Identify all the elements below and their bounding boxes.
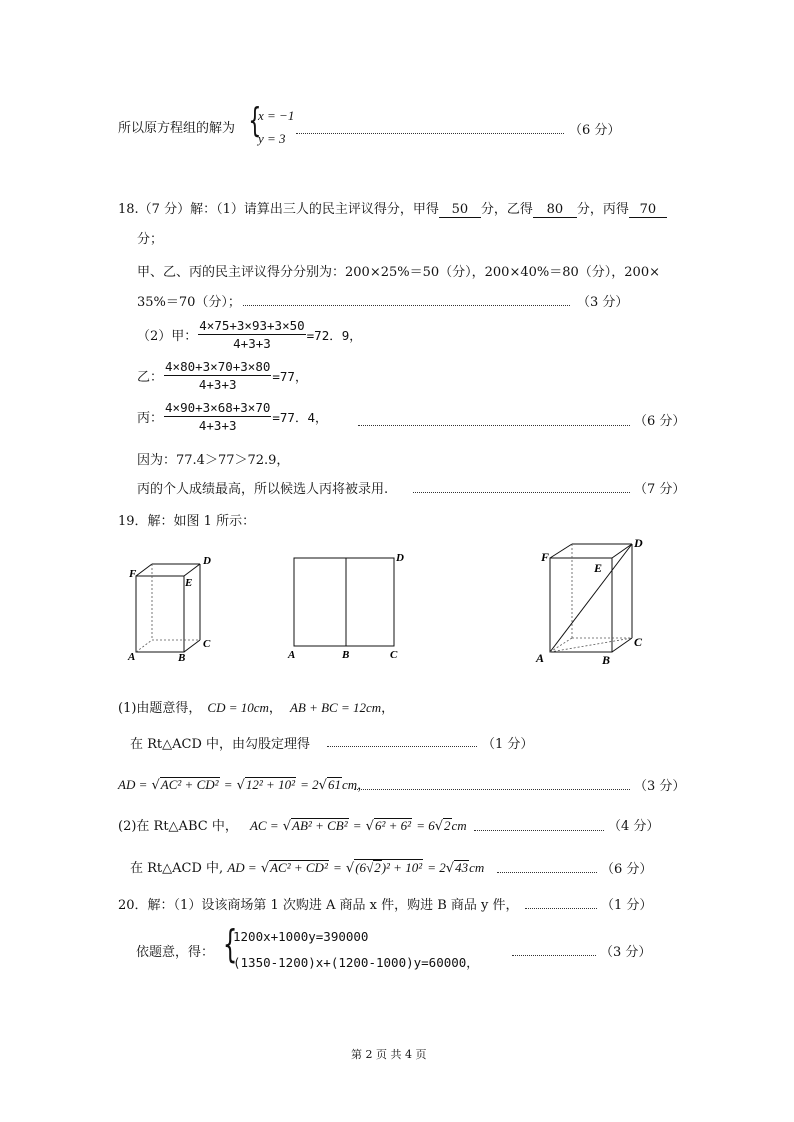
- dot-leader: [358, 425, 630, 426]
- edge: [136, 564, 152, 576]
- unfolded-figure: [284, 550, 410, 662]
- q19-text: (2)在 Rt△ABC 中，: [118, 819, 238, 834]
- label-C: C: [390, 649, 398, 661]
- jia-calc: [137, 318, 362, 351]
- yi-calc: [137, 359, 307, 392]
- math: AC² + CD²: [160, 777, 219, 792]
- dot-leader: [512, 955, 596, 956]
- edge: [612, 544, 632, 558]
- cuboid-figure-2: [532, 534, 646, 668]
- diagonal-AC: [550, 638, 632, 652]
- dot-leader: [296, 133, 564, 134]
- q20-label: 依题意，得：: [136, 945, 215, 960]
- dot-leader: [327, 746, 477, 747]
- score: （7 分）: [634, 482, 686, 497]
- q20-eq2-tail: ，: [466, 955, 479, 970]
- score: （1 分）: [482, 737, 534, 752]
- q19-p1-line2: 在 Rt△ACD 中，由勾股定理得: [130, 737, 311, 752]
- math: (6√2)² + 10²: [355, 860, 423, 875]
- q18-intro-text: 18.（7 分）解：（1）请算出三人的民主评议得分，甲得: [118, 202, 439, 217]
- math: = 2: [427, 860, 446, 875]
- label-D: D: [203, 555, 211, 567]
- yi-numerator: 4×80+3×70+3×80: [165, 359, 271, 374]
- label-F: F: [541, 550, 550, 564]
- math: =: [223, 777, 233, 792]
- q19-text: 在 Rt△ACD 中,: [130, 861, 224, 876]
- math: =: [352, 818, 362, 833]
- label-A: A: [536, 651, 545, 665]
- dot-leader: [243, 305, 570, 306]
- math: 2: [374, 860, 381, 875]
- math: cm: [341, 777, 358, 792]
- bing-calc: [137, 400, 327, 433]
- q19-text: ，: [268, 701, 282, 716]
- jia-denominator: 4+3+3: [233, 336, 271, 351]
- q18-line2: 分；: [137, 232, 164, 247]
- q19-text: (1)由题意得，: [118, 701, 202, 716]
- yi-result: =77，: [272, 368, 308, 384]
- label-B: B: [178, 652, 186, 664]
- math: cm: [451, 818, 467, 833]
- q20-line1: 20．解：（1）设该商场第 1 次购进 A 商品 x 件，购进 B 商品 y 件，: [118, 898, 519, 913]
- edge: [184, 564, 200, 576]
- label-E: E: [594, 561, 603, 575]
- score: （3 分）: [634, 779, 686, 794]
- score: （3 分）: [577, 295, 629, 310]
- score: （6 分）: [601, 862, 653, 877]
- score: （3 分）: [600, 945, 652, 960]
- math: 2: [444, 818, 451, 833]
- unfolded-rectangle: [294, 558, 394, 646]
- yi-score: 80: [533, 202, 577, 218]
- part2-label: （2）甲：: [137, 329, 198, 344]
- bing-result: =77．4，: [272, 409, 328, 425]
- jia-numerator: 4×75+3×93+3×50: [199, 318, 305, 333]
- label-B: B: [342, 649, 350, 661]
- yi-fraction: [164, 359, 271, 392]
- math: )² + 10²: [381, 860, 423, 875]
- q19-intro: 19．解：如图 1 所示：: [118, 514, 256, 529]
- math: = 6: [416, 818, 435, 833]
- edge: [184, 640, 200, 652]
- page-footer: 第 2 页 共 4 页: [351, 1048, 427, 1061]
- math: = 2: [300, 777, 319, 792]
- edge: [550, 544, 572, 558]
- sol17-eq2: y = 3: [258, 131, 286, 146]
- cd-value: CD = 10cm: [207, 700, 269, 715]
- bing-numerator: 4×90+3×68+3×70: [165, 400, 271, 415]
- sol17-prefix: 所以原方程组的解为: [118, 121, 236, 136]
- yi-label: 乙：: [137, 370, 164, 385]
- label-A: A: [128, 651, 136, 663]
- q20-eq1: 1200x+1000y=390000: [233, 929, 369, 944]
- q18-line4: 35%＝70（分）；: [137, 295, 241, 310]
- system-brace: {: [248, 101, 262, 141]
- hidden-edge: [136, 640, 152, 652]
- dot-leader: [474, 830, 604, 831]
- label-C: C: [634, 635, 643, 649]
- q20-eq2-text: (1350-1200)x+(1200-1000)y=60000: [233, 955, 467, 970]
- cuboid-figure-1: [122, 552, 222, 664]
- system-brace: {: [222, 922, 238, 966]
- math: 61: [327, 777, 341, 792]
- label-E: E: [185, 577, 193, 589]
- ac-formula: (2)在 Rt△ABC 中， AC = √AB² + CB² = √6² + 6² = 6√2cm: [118, 818, 467, 834]
- bing-label: 丙：: [137, 411, 164, 426]
- jia-score: 50: [439, 202, 481, 218]
- conclusion-line: 丙的个人成绩最高，所以候选人丙将被录用.: [137, 482, 389, 497]
- score: （4 分）: [608, 819, 660, 834]
- bing-fraction: [164, 400, 271, 433]
- math: AC² + CD²: [270, 860, 328, 875]
- sol17-eq1: x = −1: [258, 108, 295, 123]
- yi-denominator: 4+3+3: [198, 377, 237, 392]
- label-C: C: [203, 638, 211, 650]
- jia-fraction: [198, 318, 305, 351]
- bing-denominator: 4+3+3: [198, 418, 237, 433]
- label-A: A: [288, 649, 296, 661]
- q20-eq2: [233, 953, 479, 971]
- score: （6 分）: [634, 414, 686, 429]
- label-D: D: [396, 552, 404, 564]
- q18-text: 分，丙得: [576, 202, 629, 217]
- math: 43: [455, 860, 469, 875]
- q19-p1-line: [118, 697, 394, 716]
- dot-leader: [497, 872, 597, 873]
- cuboid-front-face: [136, 576, 184, 652]
- q19-text: ，: [381, 701, 395, 716]
- math: AD =: [118, 777, 148, 792]
- label-B: B: [602, 653, 611, 667]
- label-D: D: [634, 536, 643, 550]
- q18-line3: 甲、乙、丙的民主评议得分分别为：200×25%＝50（分），200×40%＝80（分），200×: [137, 265, 660, 280]
- math: ，: [357, 778, 371, 793]
- ad-formula-2: 在 Rt△ACD 中, AD = √AC² + CD² = √(6√2)² + 10² = 2√43cm: [130, 860, 485, 876]
- bing-score: 70: [629, 202, 667, 218]
- jia-result: =72．9，: [306, 327, 362, 343]
- score: （6 分）: [569, 123, 621, 138]
- dot-leader: [525, 908, 597, 909]
- dot-leader: [354, 789, 630, 790]
- math: =: [333, 860, 342, 875]
- math: AB² + CB²: [292, 818, 348, 833]
- because-line: 因为：77.4＞77＞72.9，: [137, 453, 290, 468]
- math: cm: [469, 860, 485, 875]
- math: 6² + 6²: [374, 818, 412, 833]
- math: AD =: [227, 860, 257, 875]
- ad-formula-1: AD = √AC² + CD² = √12² + 10² = 2√61cm，: [118, 777, 371, 793]
- ab-bc-value: AB + BC = 12cm: [289, 700, 382, 715]
- diagonal-AD: [550, 544, 632, 652]
- label-F: F: [129, 568, 137, 580]
- math: AC =: [249, 818, 279, 833]
- dot-leader: [413, 492, 630, 493]
- q18-line1: [118, 198, 667, 218]
- math: 12² + 10²: [245, 777, 295, 792]
- math: (6: [355, 860, 367, 875]
- hidden-edge: [550, 638, 572, 652]
- score: （1 分）: [601, 898, 653, 913]
- q18-text: 分，乙得: [480, 202, 533, 217]
